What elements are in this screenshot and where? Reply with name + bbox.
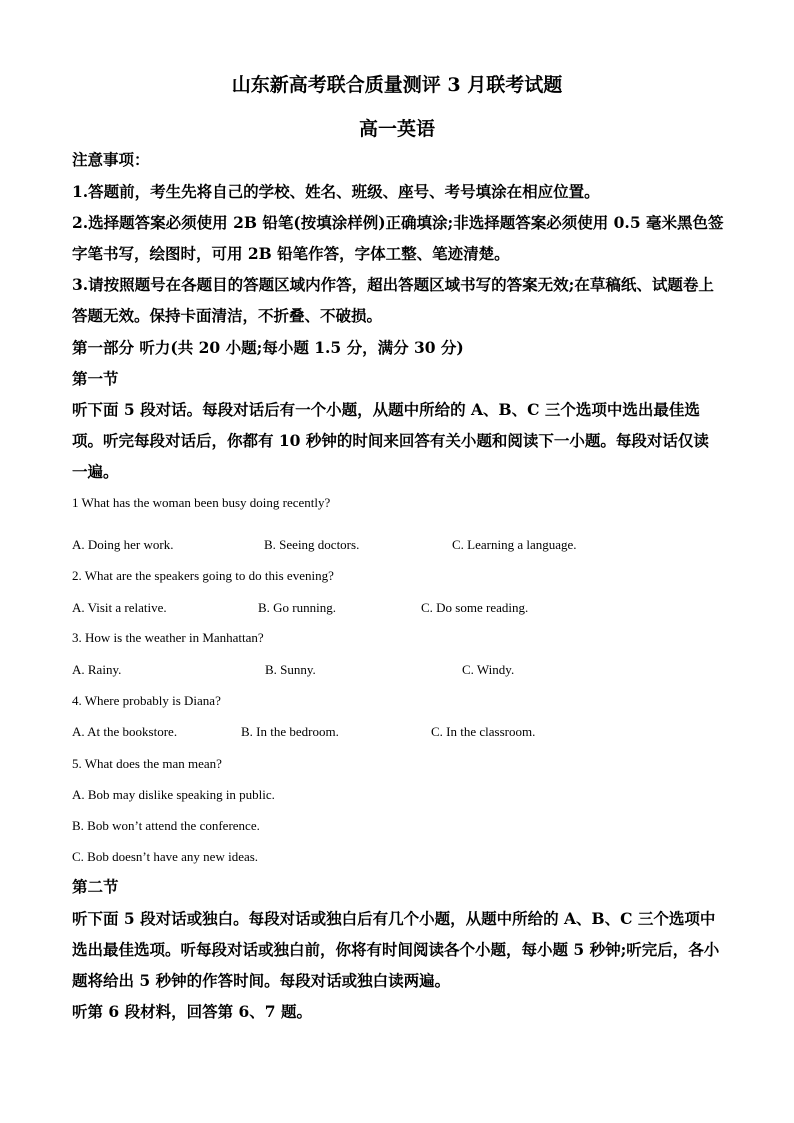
notes-item-2: 2.选择题答案必须使用 2B 铅笔(按填涂样例)正确填涂;非选择题答案必须使用 0.5 毫米黑色签字笔书写，绘图时，可用 2B 铅笔作答，字体工整、笔迹清楚。	[72, 213, 724, 263]
exam-subtitle: 高一英语	[358, 118, 435, 140]
section2-material: 听第 6 段材料，回答第 6、7 题。	[72, 1002, 312, 1021]
question-4-option-c: C. In the classroom.	[431, 724, 536, 739]
question-4-option-a: A. At the bookstore.	[72, 724, 178, 739]
question-1-option-b: B. Seeing doctors.	[264, 537, 360, 552]
question-1-stem: 1 What has the woman been busy doing recently?	[72, 495, 331, 510]
notes-heading: 注意事项：	[72, 150, 150, 169]
question-5-stem: 5. What does the man mean?	[72, 756, 222, 771]
question-5-option-a: A. Bob may dislike speaking in public.	[72, 787, 275, 802]
question-4-stem: 4. Where probably is Diana?	[72, 693, 221, 708]
question-3-stem: 3. How is the weather in Manhattan?	[72, 630, 264, 645]
question-3-option-c: C. Windy.	[462, 662, 515, 677]
question-1-option-c: C. Learning a language.	[452, 537, 577, 552]
question-3-option-a: A. Rainy.	[72, 662, 122, 677]
section1-heading: 第一节	[72, 369, 119, 388]
question-4-option-b: B. In the bedroom.	[241, 724, 339, 739]
question-2-option-b: B. Go running.	[258, 600, 336, 615]
section2-heading: 第二节	[72, 877, 119, 896]
part1-heading: 第一部分 听力(共 20 小题;每小题 1.5 分，满分 30 分)	[72, 338, 464, 357]
section1-instructions: 听下面 5 段对话。每段对话后有一个小题，从题中所给的 A、B、C 三个选项中选出最佳选项。听完每段对话后，你都有 10 秒钟的时间来回答有关小题和阅读下一小题。每段对话仅读一遍。	[72, 400, 709, 481]
exam-title: 山东新高考联合质量测评 3 月联考试题	[231, 74, 563, 96]
section2-instructions: 听下面 5 段对话或独白。每段对话或独白后有几个小题，从题中所给的 A、B、C 三个选项中选出最佳选项。听每段对话或独白前，你将有时间阅读各个小题，每小题 5 秒钟;听完后，各小题将给出 5 秒钟的作答时间。每段对话或独白读两遍。	[72, 909, 720, 990]
question-5-option-c: C. Bob doesn’t have any new ideas.	[72, 849, 259, 864]
question-2-option-c: C. Do some reading.	[421, 600, 529, 615]
question-2-stem: 2. What are the speakers going to do this evening?	[72, 568, 334, 583]
question-3-option-b: B. Sunny.	[265, 662, 316, 677]
notes-item-3: 3.请按照题号在各题目的答题区域内作答，超出答题区域书写的答案无效;在草稿纸、试题卷上答题无效。保持卡面清洁，不折叠、不破损。	[72, 275, 714, 325]
notes-item-1: 1.答题前，考生先将自己的学校、姓名、班级、座号、考号填涂在相应位置。	[72, 182, 600, 201]
question-5-option-b: B. Bob won’t attend the conference.	[72, 818, 260, 833]
question-2-option-a: A. Visit a relative.	[72, 600, 167, 615]
question-1-option-a: A. Doing her work.	[72, 537, 174, 552]
